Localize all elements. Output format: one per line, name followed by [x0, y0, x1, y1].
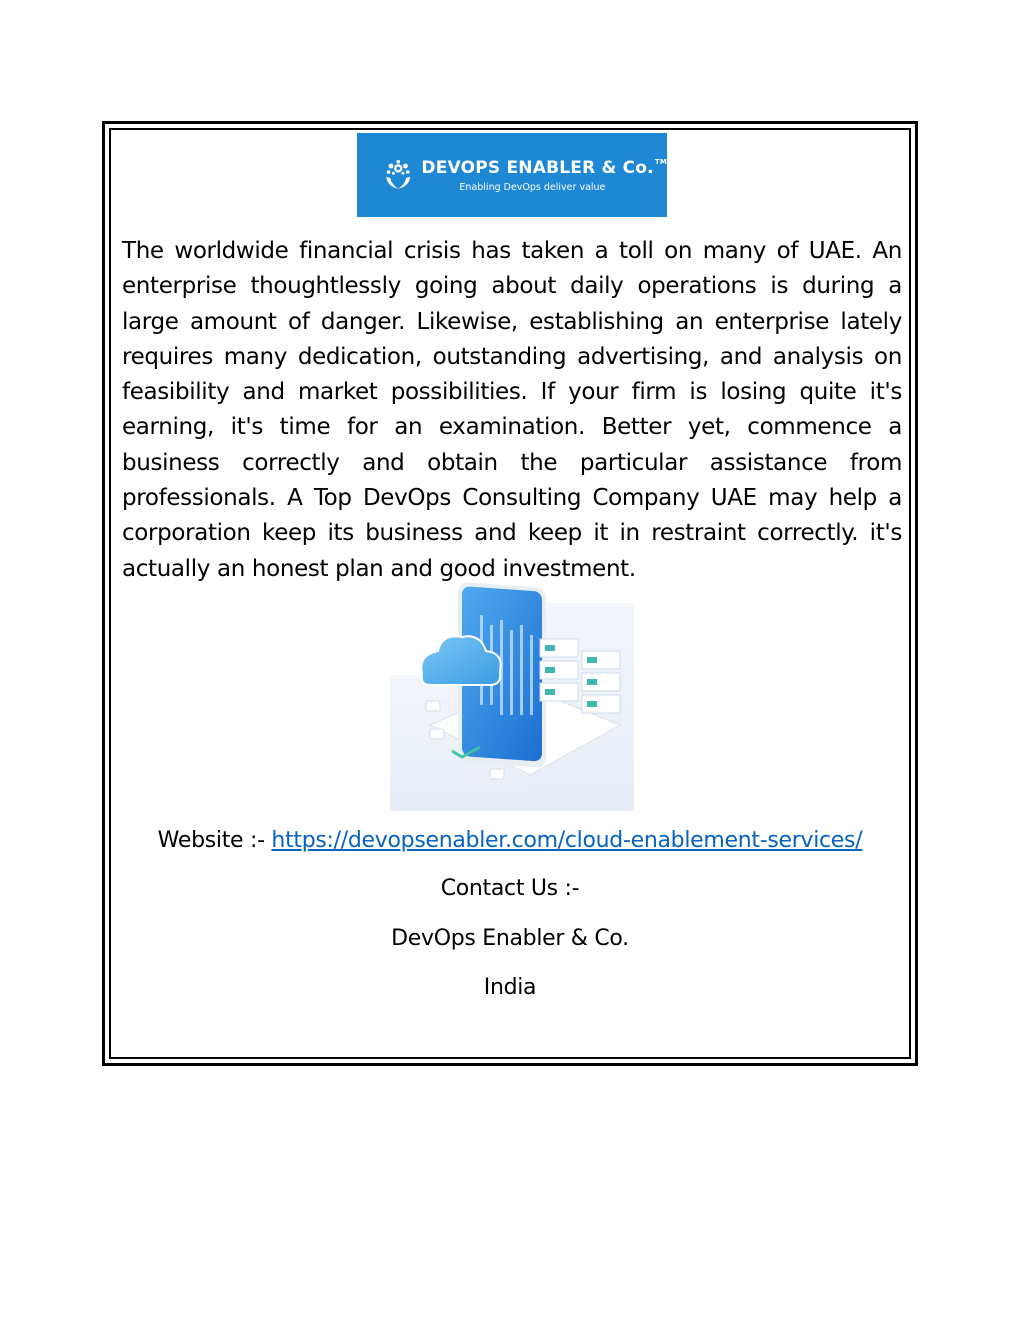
country-name: India	[483, 975, 537, 1000]
website-label: Website :-	[157, 828, 272, 853]
contact-label: Contact Us :-	[440, 876, 580, 901]
body-paragraph: The worldwide financial crisis has taken a toll on many of UAE. An enterprise thoughtlessly going about daily operations is during a large amount of danger. Likewise, establishing an enterprise lately requires many dedication, outstanding advertising, and analysis on feasibility and market possibilities. If your firm is losing quite it's earning, it's time for an examination. Better yet, commence a business correctly and obtain the particular assistance from professionals. A Top DevOps Consulting Company UAE may help a corporation keep its business and keep it in restraint correctly. it's actually an honest plan and good investment.	[122, 238, 902, 582]
company-name: DevOps Enabler & Co.	[391, 926, 629, 951]
logo-tagline: Enabling DevOps deliver value	[459, 181, 606, 193]
hands-gear-icon	[385, 150, 411, 200]
website-link[interactable]: https://devopsenabler.com/cloud-enablement-services/	[271, 828, 863, 853]
logo-name: DEVOPS ENABLER & Co.	[421, 157, 654, 178]
logo-trademark: TM	[654, 157, 667, 166]
company-logo	[357, 133, 667, 217]
website-line	[109, 828, 911, 853]
cloud-server-icon	[390, 575, 634, 811]
